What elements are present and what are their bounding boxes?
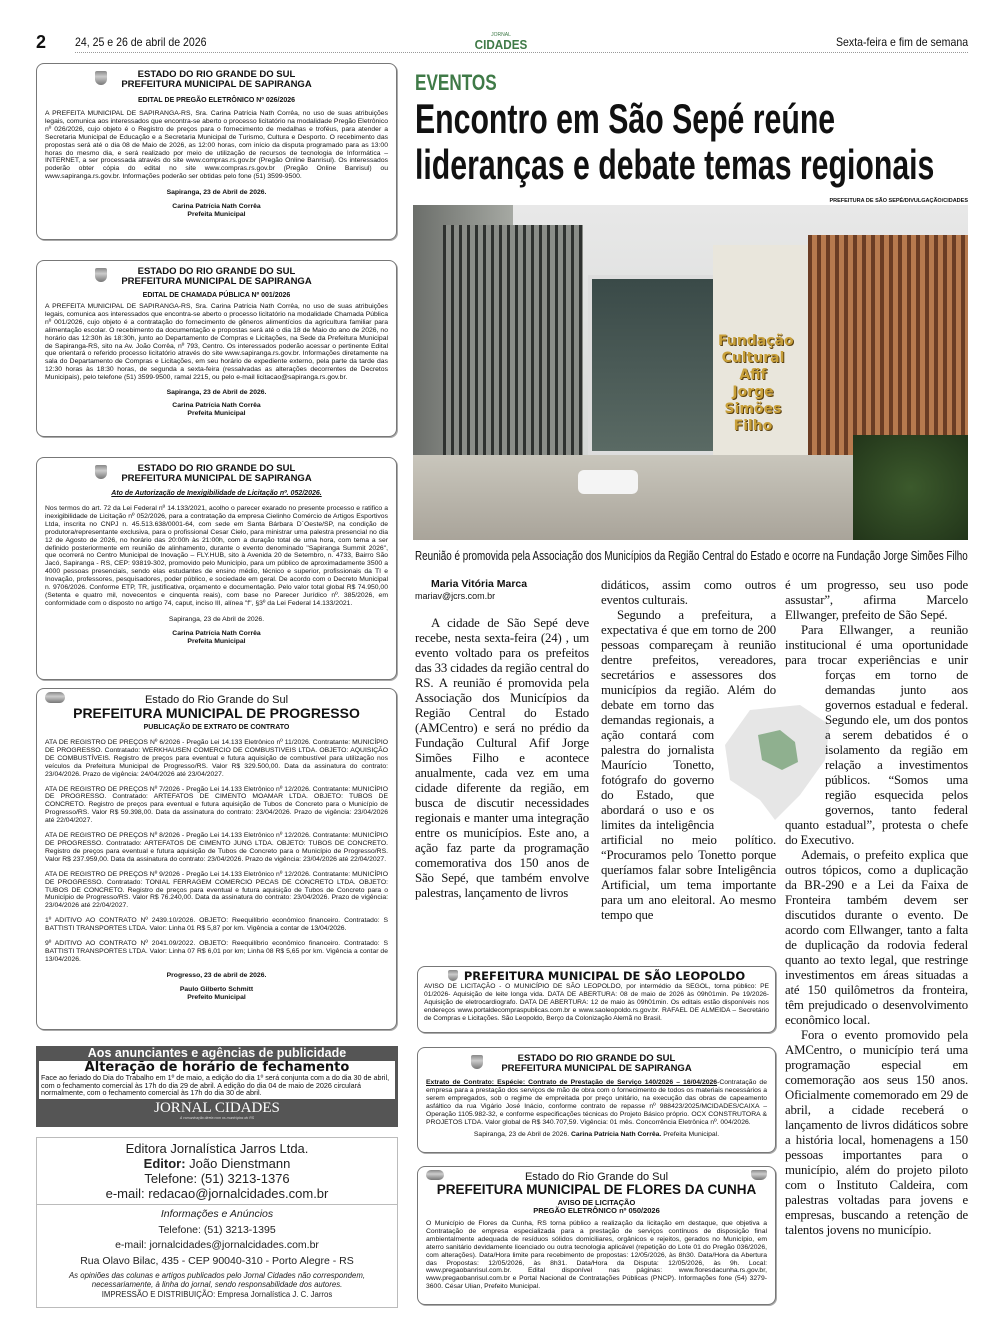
article-column-3: é um progresso, seu uso pode assustar”, afirma Marcelo Ellwanger, prefeito de São Sepé. Para Ellwanger, a reunião institucional é uma oportunidade para trocar experiências e unir forças em torno de demandas junto aos governos estadual e federal. Segundo ele, um dos pontos a serem debatidos é o isolamento da região em relação a investimentos públicos. “Somos uma região esquecida pelos governos, tanto federal quanto estadual”, protesta o chefe do Executivo. Ademais, o prefeito explica que outros tópicos, como a duplicação da BR-290 e a Lei da Faixa de Fronteira também devem ser discutidos durante o evento. De acordo com Ellwanger, tanto a falta de duplicação da rodovia federal quanto ao texto legal, que restringe investimentos em áreas situadas a até 150 quilômetros da fronteira, têm prejudicado o desenvolvimento econômico local. Fora o evento promovido pela AMCentro, o município terá uma programação especial em comemoração aos seus 150 anos. Oficialmente comemorado em 29 de abril, a cidade receberá o lançamento de livros didáticos sobre a história local, homenagens a 150 pessoas importantes para o município, além do projeto piloto com o Instituto Caldeira, com palestras voltadas para jovens e empresas, buscando a retenção de talentos jovens no município. xyxy=(785,578,968,1237)
page-number: 2 xyxy=(36,32,47,52)
article-column-2: didáticos, assim como outros eventos culturais. Segundo a prefeitura, a expectativa é que em torno de 200 pessoas compareçam à reunião dentre prefeitos, vereadores, secretários e assessores dos municípios da região. Além do debate em torno das demandas regionais, a ação contará com palestra do jornalista Maurício Tonetto, fotógrafo do governo do Estado, que abordará o uso e os limites da inteligência artificial no meio político. “Procuramos pelo Tonetto porque queríamos falar sobre Inteligência Artificial, um tema importante para um ano eleitoral. Ao mesmo tempo que xyxy=(601,578,776,922)
section-label: EVENTOS xyxy=(415,70,497,95)
notice-body: A PREFEITA MUNICIPAL DE SAPIRANGA-RS, Sra. Carina Patrícia Nath Corrêa, no uso de suas atribuições legais, comunica aos interessados que encontra-se aberto o processo licitatório na modalidade Pregão Eletrônico nº 026/2026, cujo objeto é o Registro de preços para o fornecimento de medalhas e troféus, para atender a Secretaria Municipal de Educação e a Secretaria Municipal de Turismo, Cultura e Desporto. O recebimento das propostas será até o dia 08 de Maio de 2026, as 12:00 horas, com início da disputa programado para as 13:00 horas do mesmo dia, e será realizado por meio de utilização de recursos de tecnologia de Informática – INTERNET, a ser processada através do site www.compras.rs.gov.br (Pregão Online Banrisul). Os interessados poderão obter cópia do edital no site www.compras.rs.gov.br (Pregão Online Banrisul) ou www.sapiranga.rs.gov.br. Informações poderão ser obtidas pelo fone (51) 3599-9500. xyxy=(45,110,388,181)
notice-sapiranga-inexigibilidade: ESTADO DO RIO GRANDE DO SUL PREFEITURA MUNICIPAL DE SAPIRANGA Ato de Autorização de Inexigibilidade de Licitação nº. 052/2026. Nos termos do art. 72 da Lei Federal nº 14.133/2021, acolho o parecer exarado no presente processo e ratifico a inexigibilidade de Licitação nº 052/2026, para a contratação da empresa Cielinho Comércio de Artigos Esportivos Ltda, inscrita no CNPJ n. 45.513.638/0001-64, com sede em Santa Bárbara D´Oeste/SP, na condição de produtora/representante exclusiva, para o profissional Cesar Cielo, para ministrar uma palestra presencial no dia 12 de Agosto de 2026, no horário das 20:00h às 21:00h, com a duração total de uma hora, com tema a ser definido posteriormente em reunião de alinhamento, durante o evento denominado "Sapiranga Summit 2026", que ocorrerá no Centro Municipal de Inovação – FLY.HUB, sito à Avenida 20 de Setembro, n. 4733, Bairro São Jacó, Sapiranga - RS, CEP: 93819-302, promovido pelo Município, para um público de aproximadamente 3500 a 4000 pessoas presenciais, sendo elas estudantes de ensino médio, técnico e superior, profissionais da TI e Inovação, professores, pesquisadores, poder público, e sociedade em geral. De acordo com o Decreto Municipal n. 9706/2026. Conforme ETP, TR, justificativa, orçamento e documentação. Pelo valor total global R$ 74.950,00 (Setenta e quatro mil, novecentos e cinquenta reais), com base no Parecer Jurídico nº. 385/2026, em conformidade com o disposto no artigo 74, caput, inciso III, alínea "f", §3º da Lei Federal 14.133/2021. Sapiranga, 23 de Abril de 2026. Carina Patrícia Nath Corrêa Prefeita Municipal xyxy=(36,457,397,680)
advertisers-notice: Aos anunciantes e agências de publicidade Alteração de horário de fechamento Face ao feriado do Dia do Trabalho em 1º de maio, a edição do dia 1º será conjunta com a do dia 30 de abril, com o fechamento comercial às 17h do dia 29 de abril. A edição do dia 04 de maio de 2026 circulará normalmente, com o fechamento comercial às 17h do dia 30 de abril. JORNAL CIDADES A comunicação direta com os municípios do RS xyxy=(36,1046,398,1127)
notice-sapiranga-pregao: ESTADO DO RIO GRANDE DO SUL PREFEITURA MUNICIPAL DE SAPIRANGA EDITAL DE PREGÃO ELETRÔNICO Nº 026/2026 A PREFEITA MUNICIPAL DE SAPIRANGA-RS, Sra. Carina Patrícia Nath Corrêa, no uso de suas atribuições legais, comunica aos interessados que encontra-se aberto o processo licitatório na modalidade Pregão Eletrônico nº 026/2026, cujo objeto é o Registro de preços para o fornecimento de medalhas e troféus, para atender a Secretaria Municipal de Educação e a Secretaria Municipal de Turismo, Cultura e Desporto. O recebimento das propostas será até o dia 08 de Maio de 2026, as 12:00 horas, com início da disputa programado para as 13:00 horas do mesmo dia, e será realizado por meio de utilização de recursos de tecnologia de Informática – INTERNET, a ser processada através do site www.compras.rs.gov.br (Pregão Online Banrisul). Os interessados poderão obter cópia do edital no site www.compras.rs.gov.br (Pregão Online Banrisul) ou www.sapiranga.rs.gov.br. Informações poderão ser obtidas pelo fone (51) 3599-9500. Sapiranga, 23 de Abril de 2026. Carina Patrícia Nath Corrêa Prefeita Municipal xyxy=(36,63,397,240)
edition-label: Sexta-feira e fim de semana xyxy=(835,35,968,49)
jornal-cidades-logo: JORNAL CIDADES xyxy=(154,1099,280,1116)
article-column-1: Maria Vitória Marca mariav@jcrs.com.br A cidade de São Sepé deve recebe, nesta sexta-feira (24) , um evento voltado para os prefeitos das 33 cidades da região central do RS. A reunião é promovida pela Associação dos Municípios da Região Central do Estado (AMCentro) e será no prédio da Fundação Cultural Afif Jorge Simões Filho e acontece anualmente, cada vez em uma cidade diferente da região, em busca de discutir necessidades regionais e manter uma integração entre os municípios. Este ano, a ação faz parte da programação comemorativa dos 150 anos de São Sepé, que também envolve palestras, lançamento de livros xyxy=(415,578,589,900)
crest-icon xyxy=(95,268,107,282)
notice-progresso: Estado do Rio Grande do Sul PREFEITURA MUNICIPAL DE PROGRESSO PUBLICAÇÃO DE EXTRATO DE CONTRATO ATA DE REGISTRO DE PREÇOS Nº 6/2026 - Pregão Lei 14.133 Eletrônico nº 11/2026. Contratante: MUNICÍPIO DE PROGRESSO. Contratado: WERKHAUSEN COMERCIO DE COMBUSTIVEIS LTDA. OBJETO: AQUISIÇÃO DE COMBUSTÍVEIS. Registro de preços para eventual e futura aquisição de combustível para utilização nos veículos da Prefeitura Municipal de Progresso/RS. Valor R$ 329.500,00. Data da assinatura do contrato: 23/04/2026. Prazo de vigência: 24/04/2026 até 23/04/2027. ATA DE REGISTRO DE PREÇOS Nº 7/2026 - Pregão Lei 14.133 Eletrônico nº 12/2026. Contratante: MUNICÍPIO DE PROGRESSO. Contratado: ARTEFATOS DE CIMENTO MOAMAR LTDA. OBJETO: TUBOS DE CONCRETO. Registro de preços para eventual e futura aquisição de Tubos de Concreto para o Município de Progresso/RS. Valor R$ 59.398,00. Data da assinatura do contrato: 23/04/2026. Prazo de vigência: 23/04/2026 até 22/04/2027. ATA DE REGISTRO DE PREÇOS Nº 8/2026 - Pregão Lei 14.133 Eletrônico nº 12/2026. Contratante: MUNICÍPIO DE PROGRESSO. Contratado: ARTEFATOS DE CIMENTO JUNG LTDA. OBJETO: TUBOS DE CONCRETO. Registro de preços para eventual e futura aquisição de Tubos de Concreto para o Município de Progresso/RS. Valor R$ 237.959,00. Data da assinatura do contrato: 23/04/2026. Prazo de vigência: 23/04/2026 até 22/04/2027. ATA DE REGISTRO DE PREÇOS Nº 9/2026 - Pregão Lei 14.133 Eletrônico nº 12/2026. Contratante: MUNICÍPIO DE PROGRESSO. Contratado: TONIAL FERRAGEM COMERCIO PECAS DE CONCRETO LTDA. OBJETO: TUBOS DE CONCRETO. Registro de preços para eventual e futura aquisição de Tubos de Concreto para o Município de Progresso/RS. Valor R$ 76.240,00. Data da assinatura do contrato: 23/04/2026. Prazo de vigência: 23/04/2026 até 22/04/2027. 1º ADITIVO AO CONTRATO Nº 2439.10/2026. OBJETO: Reequilíbrio econômico financeiro. Contratado: S BATTISTI TRANSPORTES LTDA. Valor: Linha 01 R$ 5,87 por km. Vigência a contar de 13/04/2026. 9º ADITIVO AO CONTRATO Nº 2041.09/2022. OBJETO: Reequilíbrio econômico financeiro. Contratado: S BATTISTI TRANSPORTES LTDA. Valor: Linha 07 R$ 6,01 por km; Linha 08 R$ 5,65 por km. Vigência a contar de 13/04/2026. Progresso, 23 de abril de 2026. Paulo Gilberto Schmitt Prefeito Municipal xyxy=(36,688,397,1030)
masthead: Editora Jornalística Jarros Ltda. Editor: João Dienstmann Telefone: (51) 3213-1376 e-mail: redacao@jornalcidades.com.br Informações e Anúncios Telefone: (51) 3213-1395 e-mail: jornalcidades@jornalcidades.com.br Rua Olavo Bilac, 435 - CEP 90040-310 - Porto Alegre - RS As opiniões das colunas e artigos publicados pelo Jornal Cidades não correspondem, necessariamente, à linha do jornal, sendo responsabilidade dos autores. IMPRESSÃO E DISTRIBUIÇÃO: Empresa Jornalística J. C. Jarros xyxy=(36,1137,398,1308)
notice-sapiranga-extrato: ESTADO DO RIO GRANDE DO SUL PREFEITURA MUNICIPAL DE SAPIRANGA Extrato de Contrato: Espécie: Contrato de Prestação de Serviço 140/2026 – 16/04/2026-Contratação de empresa para a prestação dos serviços de mão de obra com o fornecimento de todos os materiais necessários a serem empregados, sob o regime de empreitada por preço unitário, na execução das obras de capeamento asfáltico da rua Vigário José Inácio, conforme contrato de repasse nº 988423/2025/MCIDADES/CAIXA – Operação 1105.982-32, e conforme especificações técnicas do Projeto Básico próprio. OCX CONSTRUTORA & PROJETOS LTDA. Valor global de R$ 340.707,59. Vigência: 01 mês. Concorrência Eletrônica nº. 004/2026. Sapiranga, 23 de Abril de 2026. Carina Patrícia Nath Corrêa. Prefeita Municipal. xyxy=(417,1047,776,1153)
photo-caption: Reunião é promovida pela Associação dos Municípios da Região Central do Estado e ocorre na Fundação Jorge Simões Filho xyxy=(415,549,968,563)
crest-icon xyxy=(45,692,65,703)
notice-sapiranga-chamada: ESTADO DO RIO GRANDE DO SUL PREFEITURA MUNICIPAL DE SAPIRANGA EDITAL DE CHAMADA PÚBLICA Nº 001/2026 A PREFEITA MUNICIPAL DE SAPIRANGA-RS, Sra. Carina Patrícia Nath Corrêa, no uso de suas atribuições legais, comunica aos interessados que encontra-se aberto o processo licitatório na modalidade Chamada Pública nº 001/2026, cujo objeto é a contratação do fornecimento de gêneros alimentícios da agricultura familiar para alimentação escolar. O recebimento da documentação e propostas será até o dia 18 de Maio do ano de 2026, no horário das 12:30h às 18:30h, junto ao Departamento de Compras e Licitações, na Sede da Prefeitura Municipal de Sapiranga-RS, sito na Av. João Corrêa, nº 793, Centro. Os interessados poderão acessar o pertinente Edital que orientará o referido processo licitatório através do site www.sapiranga.rs.gov.br. Informações diretamente na sala do Departamento de Compras e Licitações, em seu horário de expediente externo, pela parte da tarde das 12:30 horas às 18:30 horas, de segunda a sexta-feira (ressalvadas as alterações decorrentes de Decretos Municipais), pelo telefone (51) 3599-9500, ramal 2215, ou pelo e-mail licitacao@sapiranga.rs.gov.br. Sapiranga, 23 de Abril de 2026. Carina Patrícia Nath Corrêa Prefeita Municipal xyxy=(36,260,397,437)
headline: Encontro em São Sepé reúne lideranças e debate temas regionais xyxy=(415,95,935,188)
crest-icon xyxy=(426,1170,444,1180)
notice-title: EDITAL DE PREGÃO ELETRÔNICO Nº 026/2026 xyxy=(137,97,296,104)
crest-icon xyxy=(95,71,107,85)
header-divider xyxy=(75,52,968,53)
notice-sao-leopoldo: PREFEITURA MUNICIPAL DE SÃO LEOPOLDO AVISO DE LICITAÇÃO - O MUNICÍPIO DE SÃO LEOPOLDO, por intermédio da SEGOL, torna público: PE 01/2026- Aquisição de leite longa vida. DATA DE ABERTURA: 08 de maio de 2026 às 09h01min. Pe 19/2026- Aquisição de eletrocardiografo. DATA DE ABERTURA: 12 de maio às 09h01min. Os editais estão disponíveis nos endereços www.portaldecompraspublicas.com.br e www.saoleopoldo.rs.gov.br. RAFAEL DE ALMEIDA – Secretário de Compras e Licitações. São Leopoldo, Berço da Colonização Alemã no Brasil. xyxy=(417,966,776,1033)
author-name: Maria Vitória Marca xyxy=(431,578,528,590)
crest-icon xyxy=(471,1055,483,1069)
newspaper-logo: JORNAL CIDADES xyxy=(474,32,528,52)
crest-icon xyxy=(751,1170,767,1180)
author-email: mariav@jcrs.com.br xyxy=(415,591,496,601)
notice-flores-da-cunha: Estado do Rio Grande do Sul PREFEITURA MUNICIPAL DE FLORES DA CUNHA AVISO DE LICITAÇÃO PREGÃO ELETRÔNICO nº 050/2026 O Município de Flores da Cunha, RS torna público a realização da licitação em destaque, que objetiva a Contratação de empresa especializada para a prestação de serviços contínuos de disposição final ambientalmente adequada de resíduos sólidos domiciliares, orgânicos e rejeitos, gerados no Município, em aterro sanitário devidamente licenciado ou outra tecnologia aplicável (repetição do Lote 01 do Pregão 036/2026, com alterações). Data/Hora limite para recebimento de propostas: 12/05/2026, às 8h30. Data/Hora da Abertura das Propostas: 12/05/2026, às 8h31. Data/Hora da Disputa: 12/05/2026, às 9h. Local: www.pregaobanrisul.com.br. Edital disponível nas páginas: www.floresdacunha.rs.gov.br, www.pregaobanrisul.com.br e Portal Nacional de Contratações Públicas (PNCP). Informações fone (54) 3279-3600. César Ulian, Prefeito Municipal. xyxy=(417,1166,776,1305)
crest-icon xyxy=(448,970,458,981)
crest-icon xyxy=(95,465,107,479)
photo-credit: PREFEITURA DE SÃO SEPÉ/DIVULGAÇÃO/CIDADES xyxy=(829,198,968,204)
building-sign: Fundação Cultural Afif Jorge Simões Filho xyxy=(718,333,794,434)
issue-date: 24, 25 e 26 de abril de 2026 xyxy=(75,35,207,49)
article-photo xyxy=(413,205,968,540)
